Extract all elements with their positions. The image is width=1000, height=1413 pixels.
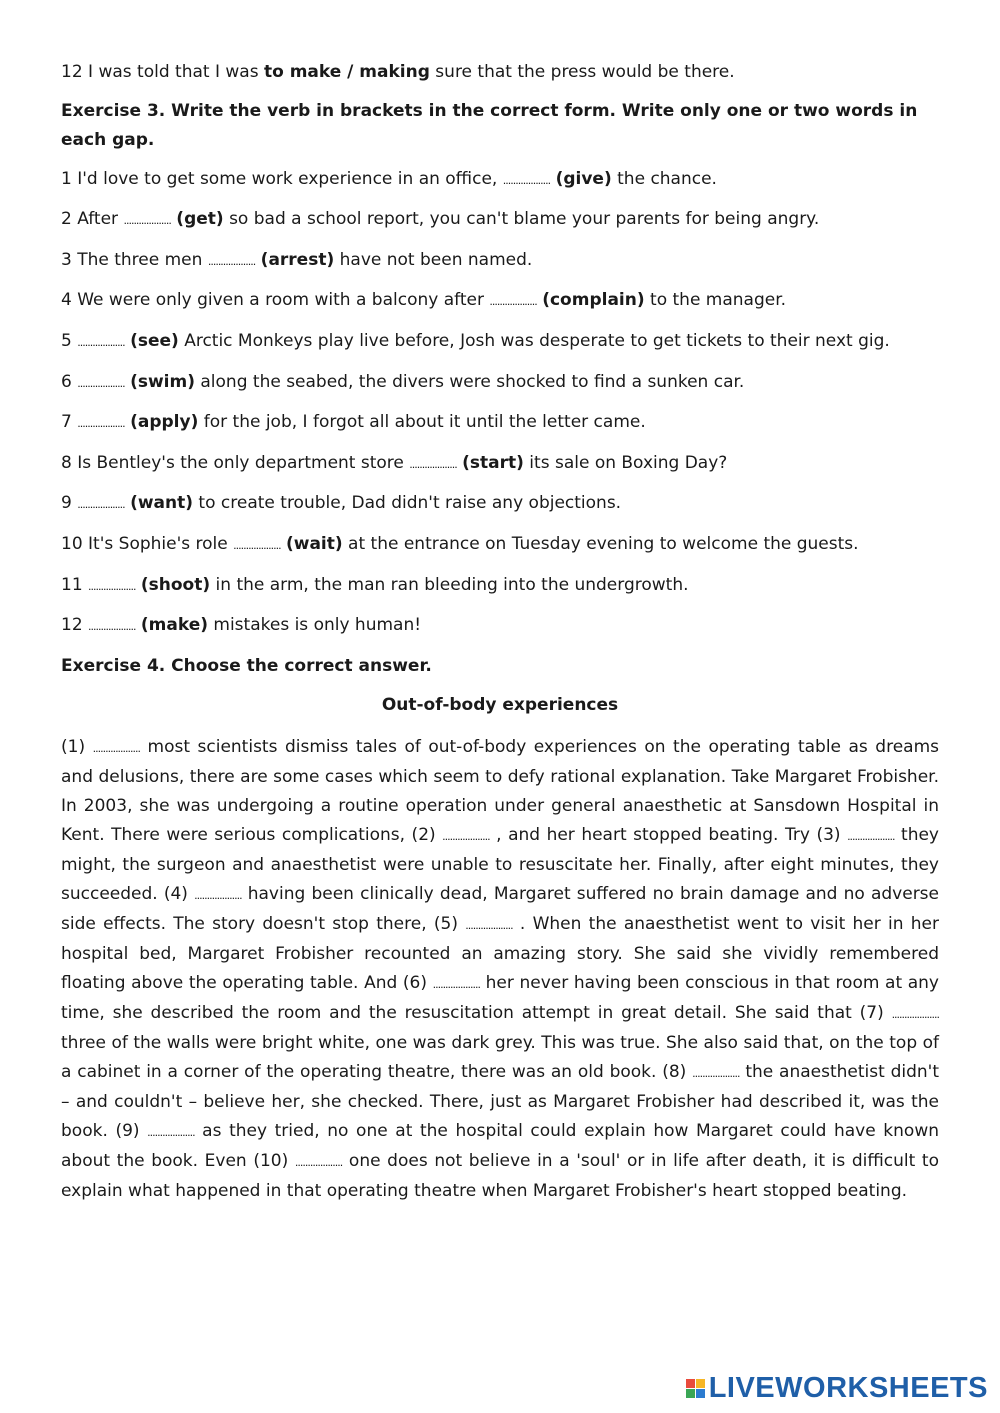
- exercise3-item: 10 It's Sophie's role ................... (wait) at the entrance on Tuesday evening to welcome the guests.: [61, 533, 859, 554]
- answer-gap[interactable]: ...................: [147, 1125, 195, 1139]
- logo-icon: [686, 1379, 705, 1398]
- exercise3-item: 8 Is Bentley's the only department store ................... (start) its sale on Boxing Day?: [61, 452, 728, 473]
- answer-gap[interactable]: ...................: [847, 829, 895, 843]
- answer-gap[interactable]: ...................: [77, 376, 125, 390]
- exercise3-heading: Exercise 3. Write the verb in brackets in the correct form. Write only one or two words in each gap.: [61, 100, 918, 150]
- exercise4-heading: Exercise 4. Choose the correct answer.: [61, 655, 432, 676]
- answer-gap[interactable]: ...................: [502, 173, 551, 187]
- answer-gap[interactable]: ...................: [77, 498, 125, 512]
- exercise2-item-12: 12 I was told that I was to make / making sure that the press would be there.: [61, 62, 735, 82]
- worksheet-page: [61, 58, 939, 1206]
- answer-gap[interactable]: ...................: [77, 417, 125, 431]
- exercise3-item: 1 I'd love to get some work experience in an office, ................... (give) the chance.: [61, 168, 717, 189]
- answer-gap[interactable]: ...................: [891, 1007, 939, 1021]
- exercise3-item: 3 The three men ................... (arrest) have not been named.: [61, 249, 533, 270]
- answer-gap[interactable]: ...................: [233, 538, 281, 552]
- brand-name: LIVEWORKSHEETS: [708, 1371, 988, 1404]
- answer-gap[interactable]: ...................: [77, 335, 125, 349]
- answer-gap[interactable]: ...................: [432, 977, 481, 991]
- answer-gap[interactable]: ...................: [92, 741, 141, 755]
- answer-gap[interactable]: ...................: [123, 214, 171, 228]
- exercise3-item: 9 ................... (want) to create trouble, Dad didn't raise any objections.: [61, 493, 622, 514]
- exercise3-item: 7 ................... (apply) for the job, I forgot all about it until the letter came.: [61, 412, 646, 433]
- liveworksheets-logo: [686, 1373, 988, 1403]
- answer-gap[interactable]: ...................: [409, 457, 457, 471]
- exercise3-item: 5 ................... (see) Arctic Monkeys play live before, Josh was desperate to get tickets to their next gig.: [61, 330, 890, 351]
- exercise3-item: 11 ................... (shoot) in the arm, the man ran bleeding into the undergrowth.: [61, 574, 689, 595]
- answer-gap[interactable]: ...................: [489, 295, 537, 309]
- exercise3-item: 4 We were only given a room with a balcony after ................... (complain) to the manager.: [61, 290, 787, 311]
- exercise3-item: 6 ................... (swim) along the seabed, the divers were shocked to find a sunken car.: [61, 371, 745, 392]
- exercise3-list: [61, 165, 939, 642]
- exercise3-item: 2 After ................... (get) so bad a school report, you can't blame your parents for being angry.: [61, 209, 820, 230]
- answer-gap[interactable]: ...................: [294, 1155, 343, 1169]
- answer-gap[interactable]: ...................: [442, 829, 490, 843]
- passage-text: (1) ................... most scientists dismiss tales of out-of-body experiences on the operating table as dreams and delusions, there are some cases which seem to defy rational explanation. Take Margaret Frobisher. In 2003, she was undergoing a routine operation under general anaesthetic at Sansdown Hospital in Kent. There were serious complications, (2) ................... , and her heart stopped beating. Try (3) ................... they might, the surgeon and anaesthetist were unable to resuscitate her. Finally, after eight minutes, they succeeded. (4) ................... having been clinically dead, Margaret suffered no brain damage and no adverse side effects. The story doesn't stop there, (5) ................... . When the anaesthetist went to visit her in her hospital bed, Margaret Frobisher recounted an amazing story. She said she vividly remembered floating above the operating table. And (6) ................... her never having been conscious in that room at any time, she described the room and the resuscitation attempt in great detail. She said that (7) ................... three of the walls were bright white, one was dark grey. This was true. She also said that, on the top of a cabinet in a corner of the operating theatre, there was an old book. (8) ................... the anaesthetist didn't – and couldn't – believe her, she checked. There, just as Margaret Frobisher had described it, was the book. (9) ................... as they tried, no one at the hospital could explain how Margaret could have known about the book. Even (10) ................... one does not believe in a 'soul' or in life after death, it is difficult to explain what happened in that operating theatre when Margaret Frobisher's heart stopped beating.: [61, 736, 940, 1201]
- answer-gap[interactable]: ...................: [692, 1066, 740, 1080]
- answer-gap[interactable]: ...................: [207, 254, 256, 268]
- answer-gap[interactable]: ...................: [88, 579, 136, 593]
- answer-gap[interactable]: ...................: [194, 888, 242, 902]
- answer-choice[interactable]: to make / making: [263, 62, 430, 82]
- answer-gap[interactable]: ...................: [465, 918, 513, 932]
- exercise3-item: 12 ................... (make) mistakes is only human!: [61, 615, 422, 636]
- passage-title: Out-of-body experiences: [381, 694, 619, 715]
- answer-gap[interactable]: ...................: [88, 620, 136, 634]
